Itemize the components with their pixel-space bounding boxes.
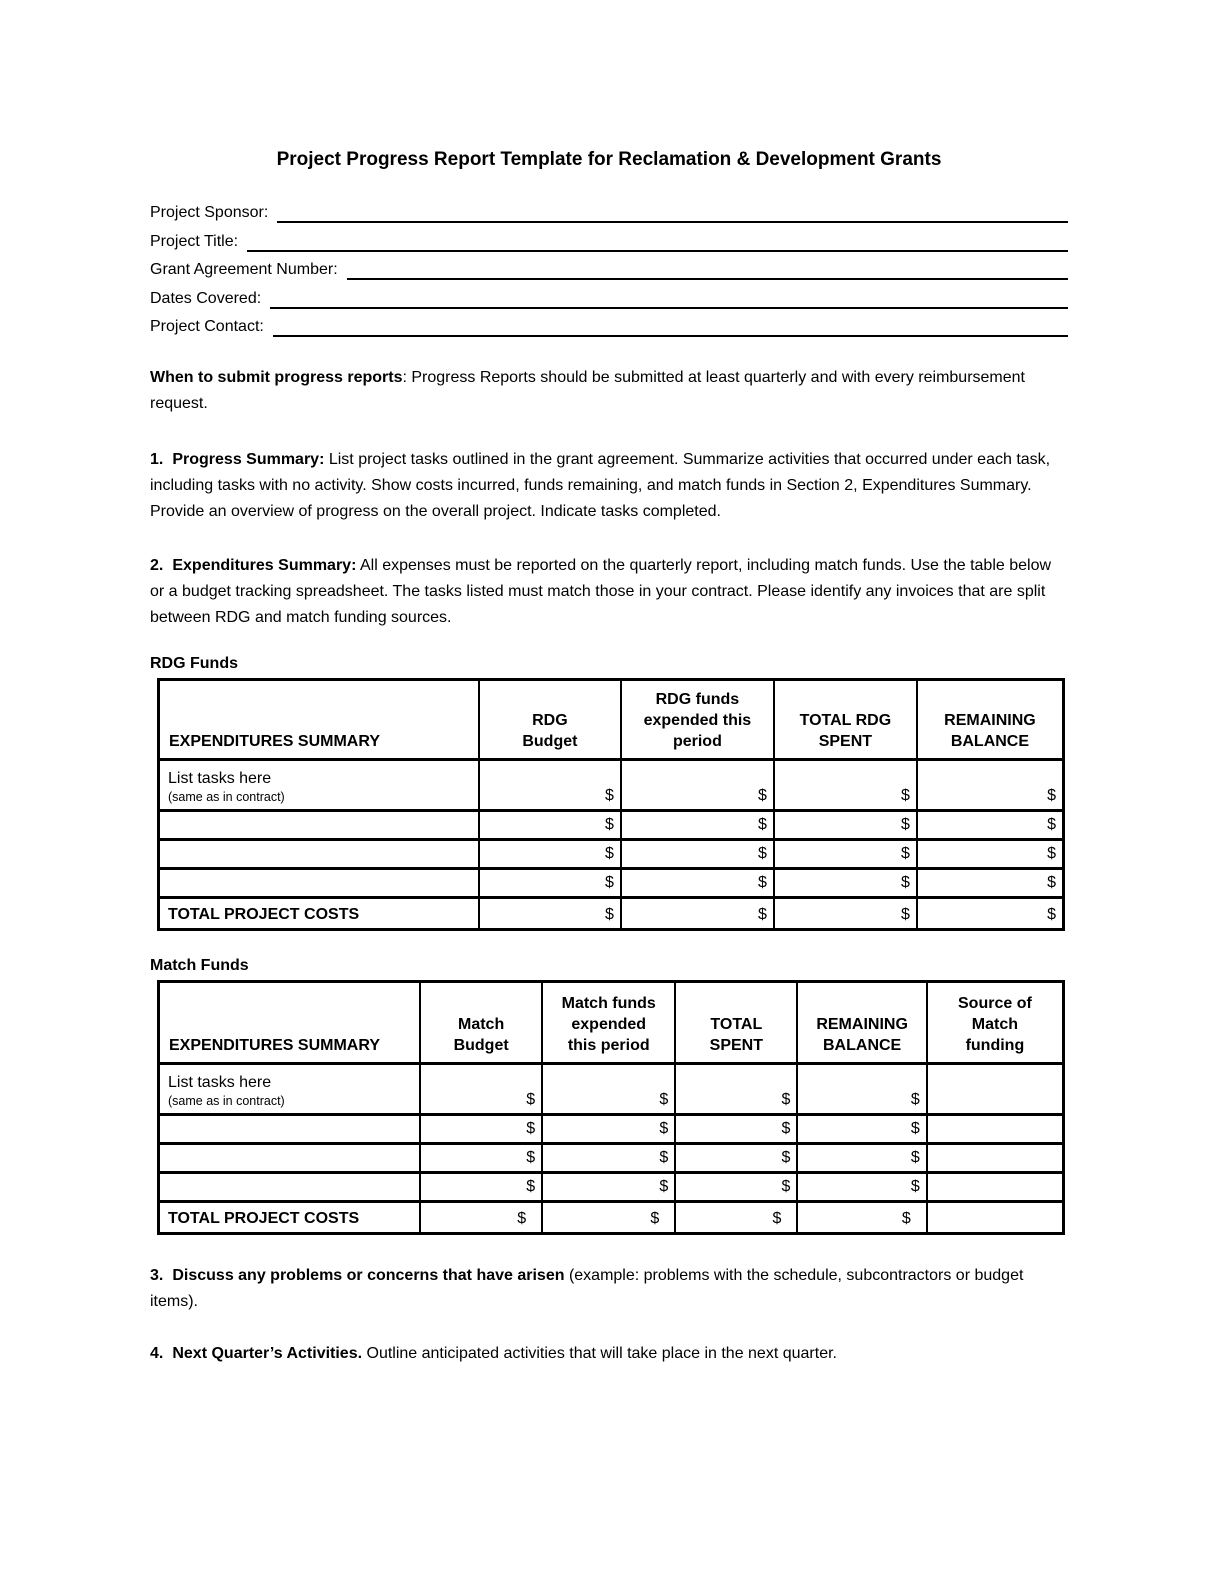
amount-cell[interactable]: $: [420, 1064, 542, 1115]
field-blank-line[interactable]: [273, 317, 1068, 337]
amount-cell[interactable]: $: [542, 1202, 675, 1234]
amount-cell[interactable]: $: [675, 1064, 797, 1115]
table-row: [159, 869, 1064, 898]
column-header: TOTAL SPENT: [675, 982, 797, 1064]
amount-cell[interactable]: $: [621, 898, 774, 930]
amount-cell[interactable]: $: [797, 1202, 926, 1234]
amount-cell[interactable]: $: [420, 1115, 542, 1144]
when-to-submit-body: : Progress Reports should be submitted at least quarterly and with every reimbursement request.: [150, 369, 1025, 412]
task-cell[interactable]: [159, 1144, 421, 1173]
table-row: [159, 1144, 1064, 1173]
task-note: (same as in contract): [168, 1094, 285, 1108]
amount-cell[interactable]: $: [917, 760, 1064, 811]
task-note: (same as in contract): [168, 790, 285, 804]
amount-cell[interactable]: $: [675, 1202, 797, 1234]
table-row: [159, 1173, 1064, 1202]
total-label-cell: [159, 898, 479, 930]
section-2-expenditures-summary: [150, 553, 1068, 631]
source-of-funding-cell[interactable]: [927, 1115, 1064, 1144]
table-row: [159, 1064, 1064, 1115]
form-field-project-contact: [150, 316, 1068, 337]
section-body: All expenses must be reported on the quarterly report, including match funds. Use the table below or a budget tracking spreadsheet. The tasks listed must match those in your contract. Please identify any invoices that are split between RDG and match funding sources.: [150, 557, 1052, 626]
section-4-next-quarter-activities: [150, 1341, 1068, 1367]
column-header: EXPENDITURES SUMMARY: [159, 982, 421, 1064]
section-body: List project tasks outlined in the grant agreement. Summarize activities that occurred under each task, including tasks with no activity. Show costs incurred, funds remaining, and match funds in Section 2, Expenditures Summary. Provide an overview of progress on the overall project. Indicate tasks completed.: [150, 451, 1051, 520]
when-to-submit-paragraph: [150, 365, 1068, 417]
amount-cell[interactable]: $: [774, 869, 917, 898]
task-text: List tasks here: [168, 1074, 272, 1091]
source-of-funding-cell[interactable]: [927, 1064, 1064, 1115]
column-header: REMAINING BALANCE: [797, 982, 926, 1064]
amount-cell[interactable]: $: [542, 1115, 675, 1144]
section-body: (example: problems with the schedule, subcontractors or budget items).: [150, 1267, 1024, 1310]
task-text: TOTAL PROJECT COSTS: [168, 906, 360, 923]
amount-cell[interactable]: $: [797, 1115, 926, 1144]
amount-cell[interactable]: $: [774, 898, 917, 930]
amount-cell[interactable]: $: [542, 1064, 675, 1115]
page-title: Project Progress Report Template for Reclamation & Development Grants: [276, 149, 942, 170]
table-row: [159, 760, 1064, 811]
field-blank-line[interactable]: [347, 260, 1068, 280]
task-cell: [159, 1064, 421, 1115]
table-row: [159, 1115, 1064, 1144]
form-field-grant-agreement-number: [150, 259, 1068, 280]
field-label: Project Title:: [150, 232, 239, 250]
amount-cell[interactable]: $: [420, 1173, 542, 1202]
column-header: Match funds expended this period: [542, 982, 675, 1064]
amount-cell[interactable]: $: [479, 840, 621, 869]
amount-cell[interactable]: $: [797, 1173, 926, 1202]
amount-cell[interactable]: $: [479, 760, 621, 811]
task-cell[interactable]: [159, 811, 479, 840]
amount-cell[interactable]: $: [917, 811, 1064, 840]
when-to-submit-lead: When to submit progress reports: [150, 369, 403, 386]
amount-cell[interactable]: $: [675, 1173, 797, 1202]
column-header: EXPENDITURES SUMMARY: [159, 680, 479, 760]
amount-cell[interactable]: $: [797, 1064, 926, 1115]
table-row: [159, 898, 1064, 930]
table-row: [159, 1202, 1064, 1234]
section-heading: Next Quarter’s Activities.: [172, 1345, 363, 1362]
column-header: RDG funds expended this period: [621, 680, 774, 760]
section-body: Outline anticipated activities that will take place in the next quarter.: [362, 1345, 837, 1362]
field-label: Grant Agreement Number:: [150, 261, 338, 278]
form-field-dates-covered: [150, 288, 1068, 309]
column-header: RDG Budget: [479, 680, 621, 760]
task-text: TOTAL PROJECT COSTS: [168, 1210, 360, 1227]
amount-cell[interactable]: $: [479, 811, 621, 840]
field-blank-line[interactable]: [270, 289, 1068, 309]
section-heading: Expenditures Summary:: [172, 557, 357, 574]
amount-cell[interactable]: $: [797, 1144, 926, 1173]
source-of-funding-cell[interactable]: [927, 1202, 1064, 1234]
amount-cell[interactable]: $: [774, 811, 917, 840]
total-label-cell: [159, 1202, 421, 1234]
section-number: 1.: [150, 451, 164, 468]
amount-cell[interactable]: $: [621, 869, 774, 898]
section-number: 2.: [150, 557, 164, 574]
form-field-project-sponsor: [150, 202, 1068, 223]
match-funds-label: Match Funds: [150, 957, 249, 974]
amount-cell[interactable]: $: [621, 840, 774, 869]
section-heading: Discuss any problems or concerns that have arisen: [172, 1267, 565, 1284]
section-number: 4.: [150, 1345, 164, 1362]
source-of-funding-cell[interactable]: [927, 1173, 1064, 1202]
task-text: List tasks here: [168, 770, 272, 787]
amount-cell[interactable]: $: [542, 1144, 675, 1173]
amount-cell[interactable]: $: [420, 1202, 542, 1234]
rdg-funds-label: RDG Funds: [150, 655, 238, 672]
task-cell[interactable]: [159, 1115, 421, 1144]
amount-cell[interactable]: $: [774, 840, 917, 869]
section-3-problems-concerns: [150, 1263, 1068, 1315]
section-heading: Progress Summary:: [172, 451, 325, 468]
source-of-funding-cell[interactable]: [927, 1144, 1064, 1173]
field-label: Dates Covered:: [150, 289, 262, 307]
amount-cell[interactable]: $: [420, 1144, 542, 1173]
amount-cell[interactable]: $: [542, 1173, 675, 1202]
amount-cell[interactable]: $: [774, 760, 917, 811]
task-cell[interactable]: [159, 840, 479, 869]
column-header: REMAINING BALANCE: [917, 680, 1064, 760]
table-row: [159, 840, 1064, 869]
rdg-funds-table: [157, 678, 1065, 931]
amount-cell[interactable]: $: [675, 1115, 797, 1144]
column-header: TOTAL RDG SPENT: [774, 680, 917, 760]
form-fields: [150, 202, 1068, 337]
amount-cell[interactable]: $: [621, 760, 774, 811]
field-label: Project Sponsor:: [150, 204, 269, 221]
task-cell[interactable]: [159, 869, 479, 898]
field-blank-line[interactable]: [277, 203, 1068, 223]
section-1-progress-summary: [150, 447, 1068, 525]
task-cell[interactable]: [159, 1173, 421, 1202]
amount-cell[interactable]: $: [479, 869, 621, 898]
section-number: 3.: [150, 1267, 164, 1284]
amount-cell[interactable]: $: [917, 898, 1064, 930]
column-header: Source of Match funding: [927, 982, 1064, 1064]
field-blank-line[interactable]: [247, 232, 1068, 252]
amount-cell[interactable]: $: [917, 840, 1064, 869]
amount-cell[interactable]: $: [621, 811, 774, 840]
table-row: [159, 811, 1064, 840]
field-label: Project Contact:: [150, 318, 264, 335]
match-funds-table: [157, 980, 1065, 1235]
amount-cell[interactable]: $: [675, 1144, 797, 1173]
amount-cell[interactable]: $: [479, 898, 621, 930]
column-header: Match Budget: [420, 982, 542, 1064]
task-cell: [159, 760, 479, 811]
amount-cell[interactable]: $: [917, 869, 1064, 898]
form-field-project-title: [150, 231, 1068, 252]
